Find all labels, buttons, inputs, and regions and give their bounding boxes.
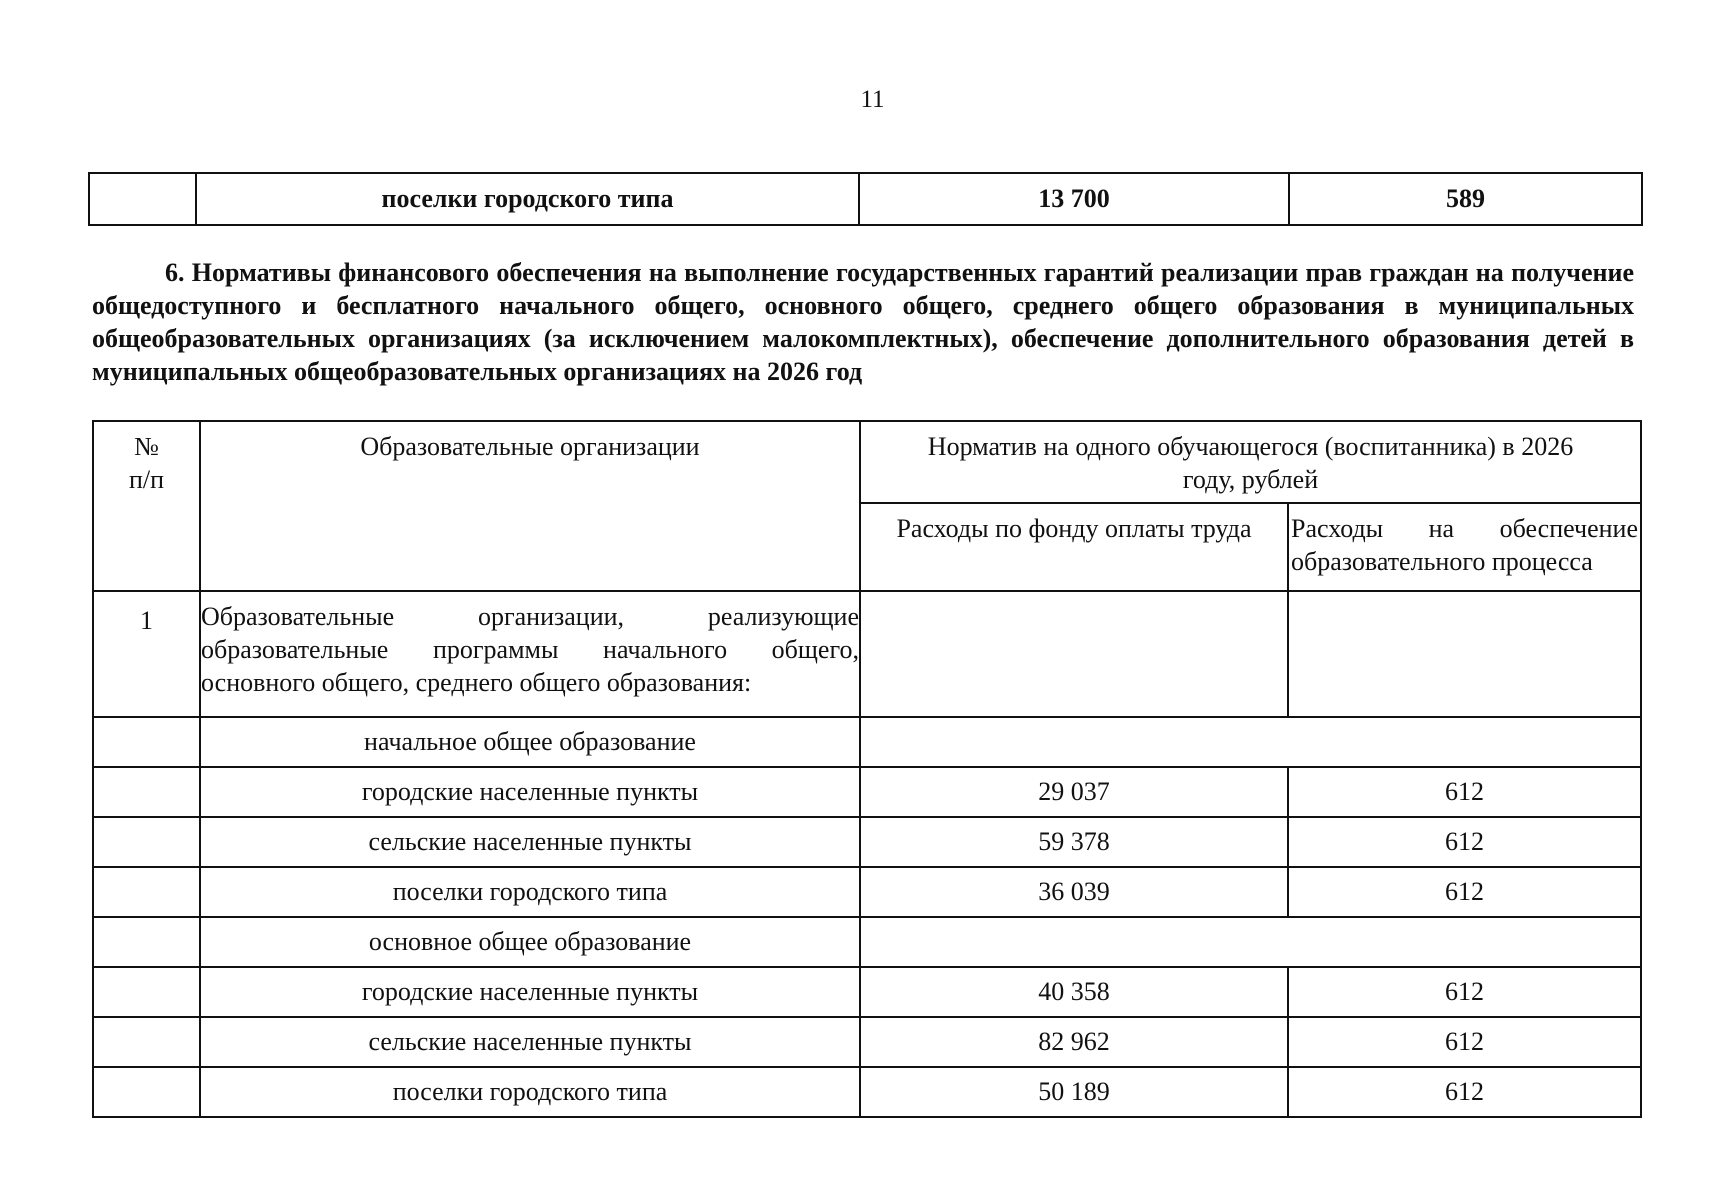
payroll-value: 50 189 <box>860 1067 1288 1117</box>
header-row <box>93 421 1641 503</box>
payroll-value: 59 378 <box>860 817 1288 867</box>
table-row <box>93 817 1641 867</box>
process-value: 612 <box>1288 967 1641 1017</box>
settlement-type: сельские населенные пункты <box>200 1017 860 1067</box>
section-heading <box>92 256 1634 388</box>
settlement-type: сельские населенные пункты <box>200 817 860 867</box>
table-row <box>93 767 1641 817</box>
process-value: 612 <box>1288 767 1641 817</box>
row-number <box>93 917 200 967</box>
table-row <box>93 967 1641 1017</box>
row-number <box>89 173 196 225</box>
group-empty <box>860 917 1641 967</box>
section-heading-text: 6. Нормативы финансового обеспечения на выполнение государственных гарантий реализации прав граждан на получение общедоступного и бесплатного начального общего, основного общего, среднего общего образования в муниципальных общеобразовательных организациях (за исключением малокомплектных), обеспечение дополнительного образования детей в муниципальных общеобразовательных организациях на 2026 год <box>92 258 1634 386</box>
group-title-row <box>93 917 1641 967</box>
section-number: 1 <box>93 591 200 717</box>
row-number <box>93 767 200 817</box>
section-process-empty <box>1288 591 1641 717</box>
payroll-value: 13 700 <box>859 173 1289 225</box>
section-row <box>93 591 1641 717</box>
header-process: Расходы на обеспечение образовательного процесса <box>1288 503 1641 591</box>
payroll-value: 40 358 <box>860 967 1288 1017</box>
row-number <box>93 1017 200 1067</box>
section-name: Образовательные организации, реализующие образовательные программы начального общего, основного общего, среднего общего образования: <box>200 591 860 717</box>
continued-table <box>88 172 1643 226</box>
header-norm <box>860 421 1641 503</box>
group-empty <box>860 717 1641 767</box>
table-row <box>89 173 1642 225</box>
settlement-type: поселки городского типа <box>200 867 860 917</box>
process-value: 612 <box>1288 817 1641 867</box>
process-value: 589 <box>1289 173 1642 225</box>
row-number <box>93 967 200 1017</box>
group-title: основное общее образование <box>200 917 860 967</box>
row-number <box>93 1067 200 1117</box>
page-number: 11 <box>860 86 885 113</box>
header-number <box>93 421 200 591</box>
table-row <box>93 867 1641 917</box>
payroll-value: 36 039 <box>860 867 1288 917</box>
header-payroll: Расходы по фонду оплаты труда <box>860 503 1288 591</box>
payroll-value: 82 962 <box>860 1017 1288 1067</box>
group-title-row <box>93 717 1641 767</box>
group-title: начальное общее образование <box>200 717 860 767</box>
section-payroll-empty <box>860 591 1288 717</box>
process-value: 612 <box>1288 867 1641 917</box>
settlement-type: поселки городского типа <box>200 1067 860 1117</box>
table-row <box>93 1017 1641 1067</box>
process-value: 612 <box>1288 1067 1641 1117</box>
settlement-type: поселки городского типа <box>196 173 859 225</box>
row-number <box>93 717 200 767</box>
payroll-value: 29 037 <box>860 767 1288 817</box>
settlement-type: городские населенные пункты <box>200 967 860 1017</box>
header-organizations: Образовательные организации <box>200 421 860 591</box>
header-number-text: № п/п <box>128 432 165 494</box>
norms-table <box>92 420 1642 1118</box>
header-norm-text: Норматив на одного обучающегося (воспитанника) в 2026 году, рублей <box>927 432 1574 494</box>
row-number <box>93 867 200 917</box>
table-row <box>93 1067 1641 1117</box>
settlement-type: городские населенные пункты <box>200 767 860 817</box>
row-number <box>93 817 200 867</box>
process-value: 612 <box>1288 1017 1641 1067</box>
